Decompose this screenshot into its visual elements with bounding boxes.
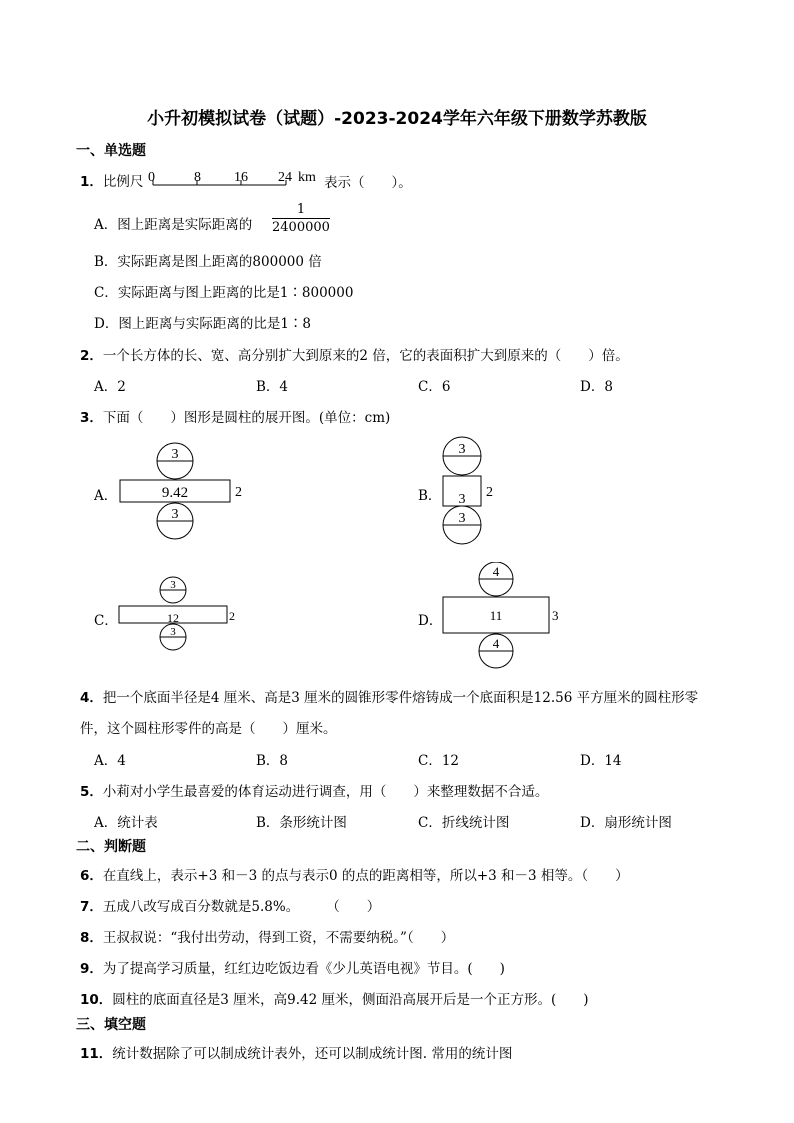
question-9-text: 为了提高学习质量，红红边吃饭边看《少儿英语电视》节目。( ) [102,961,505,977]
section-heading-fill-in: 三、填空题 [76,1017,146,1033]
option-4a: A．4 [94,753,126,769]
scale-tick-label: 8 [194,170,201,185]
question-number: 4． [80,690,103,706]
option-2d: D．8 [580,379,613,395]
section-heading-single-choice: 一、单选题 [76,143,146,159]
option-2a: A．2 [94,379,126,395]
question-6 [80,864,629,884]
option-4b: B．8 [256,753,289,769]
question-number: 1． [80,174,103,190]
figure-c-cylinder-net [115,576,245,652]
figure-d-top-label: 4 [492,564,500,579]
figure-b-side-label: 2 [486,485,493,500]
question-number: 10． [80,992,113,1008]
option-5d: D．扇形统计图 [580,815,672,831]
section-heading-true-false: 二、判断题 [76,839,146,855]
option-4d: D．14 [580,753,622,769]
question-number: 5． [80,784,103,800]
question-6-text: 在直线上，表示+3 和－3 的点与表示0 的点的距离相等，所以+3 和－3 相等。（ ） [102,868,629,884]
question-10-text: 圆柱的底面直径是3 厘米，高9.42 厘米，侧面沿高展开后是一个正方形。( ) [112,992,589,1008]
question-9 [80,957,505,977]
question-3 [80,406,390,426]
figure-b-cylinder-net [436,435,516,550]
option-3d-label: D． [418,613,443,629]
option-3a-label: A． [94,488,118,504]
question-1-prefix: 比例尺 [102,174,144,190]
question-8-text: 王叔叔说：“我付出劳动，得到工资，不需要纳税。”（ ） [102,930,455,946]
fraction-denominator: 2400000 [272,220,330,235]
figure-a-side-label: 2 [235,485,242,500]
question-1 [80,170,143,190]
scale-tick-label: 16 [234,170,248,185]
question-11-text: 统计数据除了可以制成统计表外，还可以制成统计图. 常用的统计图 [112,1046,513,1062]
page-title: 小升初模拟试卷（试题）-2023-2024学年六年级下册数学苏教版 [147,109,647,129]
question-3-text: 下面（ ）图形是圆柱的展开图。(单位：cm) [102,410,391,426]
question-4-line1: 把一个底面半径是4 厘米、高是3 厘米的圆锥形零件熔铸成一个底面积是12.56 平方厘米的圆柱形零 [102,690,699,706]
fraction [272,201,330,236]
figure-c-rect-label: 12 [167,611,179,625]
option-5c: C．折线统计图 [418,815,510,831]
question-2 [80,344,629,364]
figure-a-bottom-label: 3 [171,507,179,522]
figure-c-top-label: 3 [170,579,176,591]
figure-b-rect-label: 3 [458,492,466,507]
scale-tick-label: 0 [148,170,155,185]
question-11 [80,1042,512,1062]
option-4c: C．12 [418,753,460,769]
figure-c-side-label: 2 [229,609,235,623]
option-1d: D．图上距离与实际距离的比是1∶8 [94,316,312,332]
figure-a-rect-label: 9.42 [161,485,189,501]
question-5-text: 小莉对小学生最喜爱的体育运动进行调查，用（ ）来整理数据不合适。 [102,784,549,800]
option-1b: B．实际距离是图上距离的800000 倍 [94,254,322,270]
question-number: 11． [80,1046,113,1062]
question-4-line2: 件，这个圆柱形零件的高是（ ）厘米。 [80,721,337,737]
figure-c-bottom-label: 3 [170,626,176,638]
option-3c-label: C． [94,613,118,629]
question-number: 7． [80,899,103,915]
option-1a [94,213,252,233]
option-1c: C．实际距离与图上距离的比是1∶800000 [94,285,354,301]
scale-unit: km [298,170,316,185]
scale-bar [146,166,326,190]
question-number: 9． [80,961,103,977]
question-2-text: 一个长方体的长、宽、高分别扩大到原来的2 倍，它的表面积扩大到原来的（ ）倍。 [102,348,629,364]
figure-d-cylinder-net [440,562,570,670]
question-5 [80,780,548,800]
option-2b: B．4 [256,379,289,395]
question-4 [80,686,698,706]
figure-d-bottom-label: 4 [492,636,500,651]
figure-a-top-label: 3 [171,447,179,462]
option-5a: A．统计表 [94,815,158,831]
scale-tick-label: 24 [278,170,292,185]
question-8 [80,926,454,946]
question-1-suffix: 表示（ ）。 [324,175,412,191]
option-3b-label: B． [418,488,442,504]
figure-a-cylinder-net [115,438,255,548]
question-number: 3． [80,410,103,426]
figure-d-rect-label: 11 [489,608,503,623]
question-7 [80,895,380,915]
figure-b-bottom-label: 3 [458,511,466,526]
option-1a-text: A．图上距离是实际距离的 [94,217,253,233]
question-10 [80,988,589,1008]
figure-b-top-label: 3 [458,442,466,457]
option-2c: C．6 [418,379,451,395]
question-number: 6． [80,868,103,884]
figure-d-side-label: 3 [552,608,559,623]
question-number: 8． [80,930,103,946]
question-7-text: 五成八改写成百分数就是5.8%。 （ ） [102,899,381,915]
fraction-numerator: 1 [296,202,306,217]
option-5b: B．条形统计图 [256,815,347,831]
question-number: 2． [80,348,103,364]
